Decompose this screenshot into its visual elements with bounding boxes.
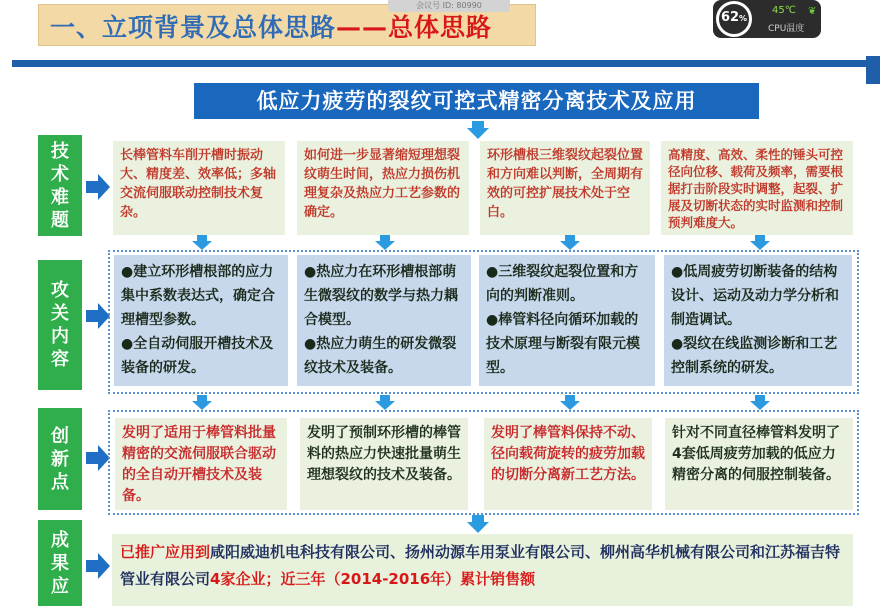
innovation-card: 发明了预制环形槽的棒管料的热应力快速批量萌生理想裂纹的技术及装备。	[300, 418, 468, 510]
research-item: ●棒管料径向循环加载的技术原理与断裂有限元模型。	[486, 312, 640, 376]
result-text	[120, 539, 844, 593]
down-arrow-icon	[560, 395, 580, 410]
section-label-research	[38, 260, 82, 390]
slide-title-sub: ——总体思路	[336, 13, 493, 42]
difficulty-card: 如何进一步显著缩短理想裂纹萌生时间，热应力损伤机理复杂及热应力工艺参数的确定。	[297, 141, 469, 235]
research-item: ●低周疲劳切断装备的结构设计、运动及动力学分析和制造调试。	[671, 264, 839, 328]
cpu-label: CPU温度	[768, 24, 805, 34]
research-card	[114, 255, 288, 386]
main-title: 低应力疲劳的裂纹可控式精密分离技术及应用	[194, 83, 759, 119]
cpu-percent-value: 62	[720, 10, 740, 25]
header-rule-end	[866, 56, 880, 84]
result-lead: 已推广应用到	[120, 543, 211, 561]
right-arrow-icon	[86, 445, 110, 471]
leaf-icon: ❦	[808, 6, 817, 17]
innovation-card: 发明了适用于棒管料批量精密的交流伺服联合驱动的全自动开槽技术及装备。	[115, 418, 287, 510]
research-item: ●热应力萌生的研发微裂纹技术及装备。	[304, 336, 457, 376]
right-arrow-icon	[86, 303, 110, 329]
research-card	[664, 255, 852, 386]
research-item: ●热应力在环形槽根部萌生微裂纹的数学与热力耦合模型。	[304, 264, 458, 328]
down-arrow-icon	[192, 235, 212, 250]
difficulty-card: 高精度、高效、柔性的锤头可控径向位移、载荷及频率，需要根据打击阶段实时调整，起裂、扩展及切断状态的实时监测和控制预判难度大。	[661, 141, 853, 235]
down-arrow-icon	[467, 121, 489, 139]
down-arrow-icon	[192, 395, 212, 410]
section-label-result	[38, 520, 82, 606]
section-label-research-text: 攻关内容	[51, 280, 69, 370]
research-item: ●裂纹在线监测诊断和工艺控制系统的研发。	[671, 336, 838, 376]
research-card	[297, 255, 471, 386]
difficulty-card: 长棒管料车削开槽时振动大、精度差、效率低；多轴交流伺服联动控制技术复杂。	[113, 141, 285, 235]
cpu-percent	[716, 10, 752, 25]
down-arrow-icon	[375, 395, 395, 410]
cpu-temperature: 45℃	[772, 5, 796, 16]
down-arrow-icon	[750, 235, 770, 250]
section-label-difficulty-text: 技术难题	[51, 140, 69, 231]
down-arrow-icon	[560, 235, 580, 250]
section-label-innovation	[38, 408, 82, 510]
right-arrow-icon	[86, 553, 110, 579]
innovation-card: 发明了棒管料保持不动、径向载荷旋转的疲劳加载的切断分离新工艺方法。	[484, 418, 652, 510]
cpu-percent-unit: %	[739, 14, 748, 23]
right-arrow-icon	[86, 174, 110, 200]
research-item: ●全自动伺服开槽技术及装备的研发。	[121, 336, 274, 376]
research-item: ●建立环形槽根部的应力集中系数表达式，确定合理槽型参数。	[121, 264, 275, 328]
section-label-difficulty	[38, 135, 82, 236]
result-count: 4家企业；近三年（2014-2016年）累计销售额	[210, 570, 536, 588]
difficulty-card: 环形槽根三维裂纹起裂位置和方向难以判断，全周期有效的可控扩展技术处于空白。	[480, 141, 650, 235]
innovation-card: 针对不同直径棒管料发明了4套低周疲劳加载的低应力精密分离的伺服控制装备。	[665, 418, 853, 510]
meeting-overlay[interactable]: 会议号 ID: 80990	[388, 0, 510, 12]
research-item: ●三维裂纹起裂位置和方向的判断准则。	[486, 264, 639, 304]
down-arrow-icon	[375, 235, 395, 250]
result-companies: 咸阳威迪机电科技有限公司、扬州动源车用泵业有限公司、柳州高华机械有限公司和江苏福吉特管业有限公司	[120, 543, 841, 588]
slide-title	[50, 8, 492, 44]
section-label-result-text: 成果应	[51, 529, 69, 597]
slide-title-main: 一、立项背景及总体思路	[50, 13, 337, 42]
section-label-innovation-text: 创新点	[51, 425, 69, 493]
research-card	[479, 255, 655, 386]
down-arrow-icon	[467, 515, 489, 533]
down-arrow-icon	[750, 395, 770, 410]
header-rule	[12, 60, 868, 67]
